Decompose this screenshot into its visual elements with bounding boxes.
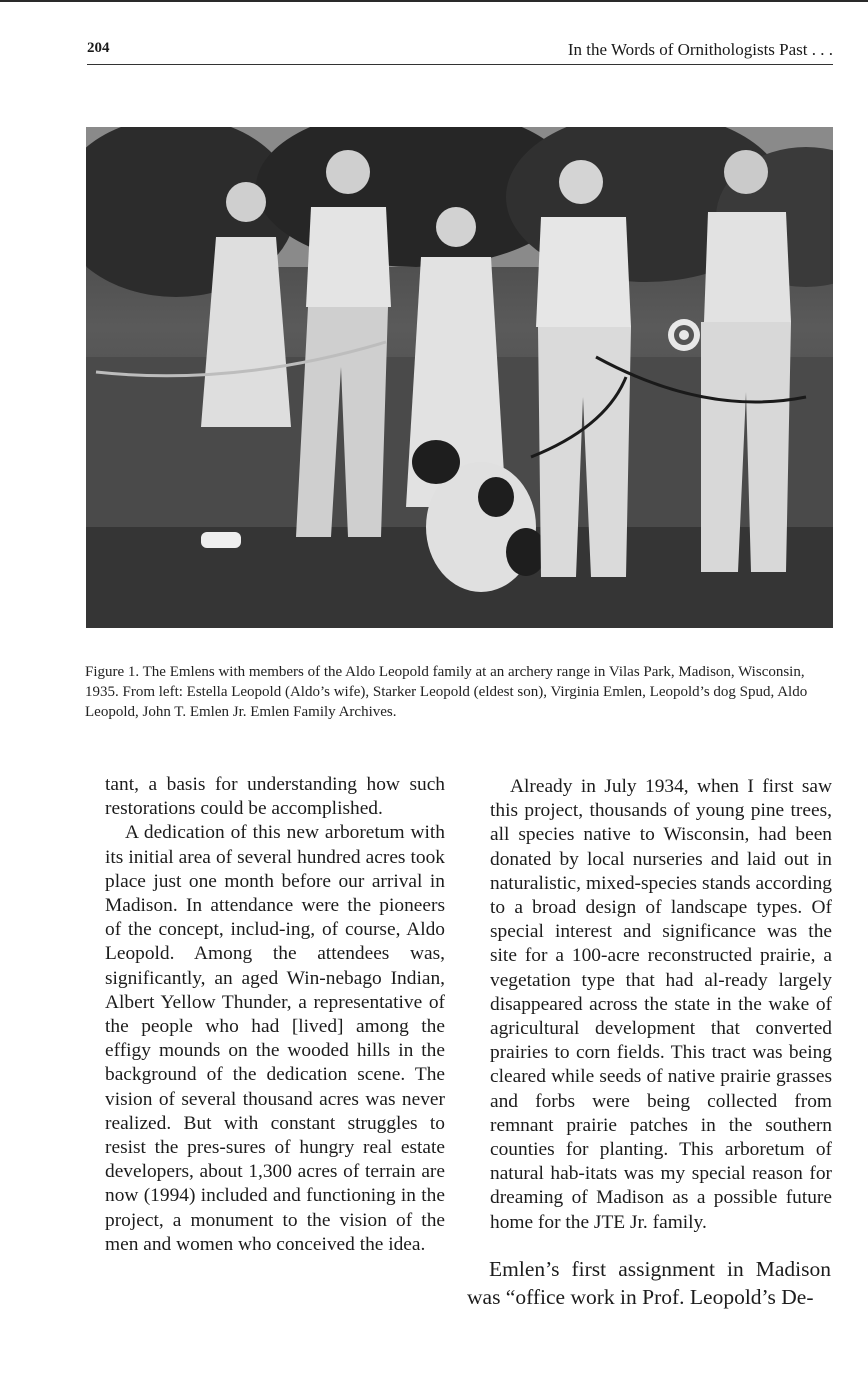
paragraph: tant, a basis for understanding how such restorations could be accomplished. — [105, 774, 445, 820]
paragraph: A dedication of this new arboretum with its initial area of several hundred acres took place just one month before our arrival in Madison. In attendance were the pioneers of the concept, includ-ing, of course, Aldo Leopold. Among the attendees was, significantly, an aged Win-nebago Indian, Albert Yellow Thunder, a representative of the people who had [lived] among the effigy mounds on the wooded hills in the background of the dedication scene. The vision of several thousand acres was never realized. But with constant struggles to resist the pres-sures of hungry real estate developers, about 1,300 acres of terrain are now (1994) included and functioning in the project, a monument to the vision of the men and women who conceived the idea. — [105, 822, 445, 1255]
figure-caption: Figure 1. The Emlens with members of the Aldo Leopold family at an archery range in Vilas Park, Madison, Wisconsin, 1935. From left: Estella Leopold (Aldo’s wife), Starker Leopold (eldest son), Virginia Emlen, Leopold’s dog Spud, Aldo Leopold, John T. Emlen Jr. Emlen Family Archives. — [85, 664, 808, 720]
running-title: In the Words of Ornithologists Past . . . — [567, 40, 833, 59]
body-column-left — [105, 773, 445, 1257]
paragraph: Emlen’s first assignment in Madison was “office work in Prof. Leopold’s De- — [467, 1257, 831, 1309]
paragraph: Already in July 1934, when I first saw this project, thousands of young pine trees, all species native to Wisconsin, had been donated by local nurseries and laid out in naturalistic, mixed-species stands according to a broad design of landscape types. Of special interest and significance was the site for a 100-acre reconstructed prairie, a vegetation type that had al-ready largely disappeared across the state in the wake of agricultural development that converted prairies to corn fields. This tract was being cleared while seeds of native prairie grasses and forbs were being collected from remnant prairie patches in the southern counties for planting. This arboretum of natural hab-itats was my special reason for dreaming of Madison as a possible future home for the JTE Jr. family. — [490, 776, 832, 1233]
archery-group-photo — [86, 127, 833, 628]
top-rule — [0, 0, 868, 2]
running-head — [87, 38, 833, 65]
page-number: 204 — [87, 40, 110, 56]
continuation-paragraph — [467, 1255, 831, 1311]
body-column-right — [490, 775, 832, 1235]
photo-illustration — [86, 127, 833, 628]
